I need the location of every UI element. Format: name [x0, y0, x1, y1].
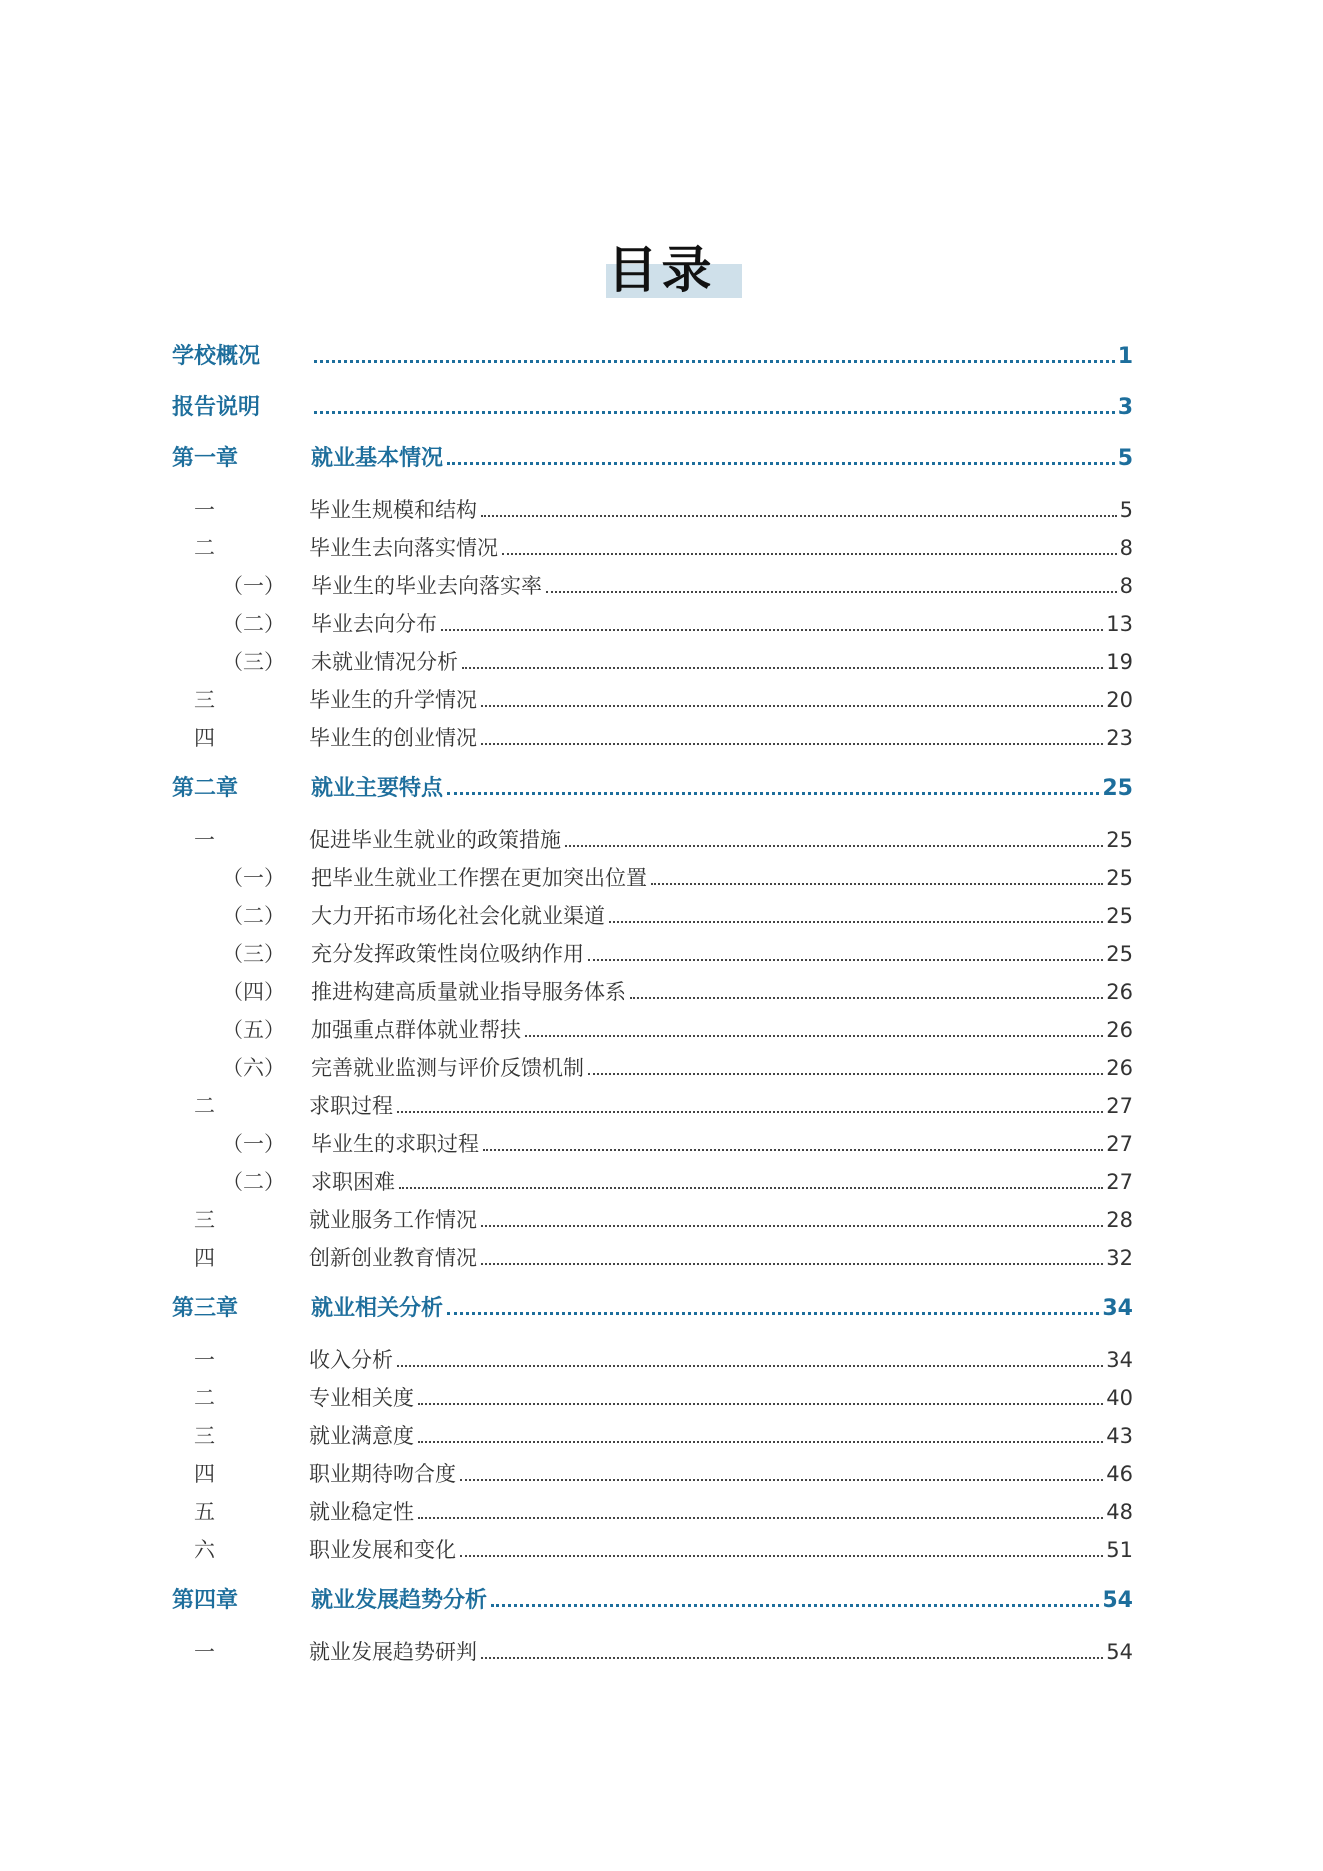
toc-leader-and-page — [523, 1013, 1133, 1047]
toc-leader-and-page — [586, 1051, 1133, 1085]
toc-entry-number: （六） — [222, 1056, 285, 1080]
toc-entry-number: 第二章 — [172, 776, 239, 801]
toc-entry[interactable] — [0, 569, 1323, 603]
toc-leader-and-page — [397, 1165, 1133, 1199]
toc-entry-number: （五） — [222, 1018, 285, 1042]
toc-entry[interactable] — [0, 1495, 1323, 1529]
toc-entry[interactable] — [0, 721, 1323, 755]
toc-entry[interactable] — [0, 1051, 1323, 1085]
toc-entry[interactable] — [0, 645, 1323, 679]
toc-entry-page: 1 — [1117, 344, 1133, 369]
toc-entry[interactable] — [0, 340, 1323, 374]
dot-leader — [418, 1516, 1103, 1519]
toc-entry-label: 毕业生的升学情况 — [309, 688, 477, 712]
toc-entry-page: 25 — [1106, 828, 1133, 852]
toc-entry-number: （三） — [222, 942, 285, 966]
toc-leader-and-page — [458, 1533, 1133, 1567]
dot-leader — [609, 920, 1103, 923]
toc-entry[interactable] — [0, 1635, 1323, 1669]
toc-leader-and-page — [479, 683, 1133, 717]
toc-entry[interactable] — [0, 1533, 1323, 1567]
toc-entry-number: （三） — [222, 650, 285, 674]
toc-entry[interactable] — [0, 1127, 1323, 1161]
toc-entry[interactable] — [0, 1203, 1323, 1237]
toc-entry-number: 一 — [194, 498, 215, 522]
toc-entry-page: 5 — [1117, 446, 1133, 471]
dot-leader — [462, 666, 1103, 669]
toc-entry-number: （四） — [222, 980, 285, 1004]
toc-entry-page: 19 — [1106, 650, 1133, 674]
toc-entry-label: 收入分析 — [309, 1348, 393, 1372]
toc-entry-label: 就业主要特点 — [311, 776, 444, 801]
toc-entry-page: 43 — [1106, 1424, 1133, 1448]
toc-entry-page: 40 — [1106, 1386, 1133, 1410]
toc-entry-page: 27 — [1106, 1170, 1133, 1194]
toc-entry-label: 学校概况 — [172, 344, 261, 369]
toc-leader-and-page — [479, 493, 1133, 527]
toc-entry-number: 三 — [194, 688, 215, 712]
toc-leader-and-page — [607, 899, 1133, 933]
toc-entry[interactable] — [0, 772, 1323, 806]
toc-entry-page: 20 — [1106, 688, 1133, 712]
toc-leader-and-page — [445, 1292, 1133, 1326]
toc-entry[interactable] — [0, 1419, 1323, 1453]
dot-leader — [397, 1110, 1103, 1113]
toc-entry-label: 职业发展和变化 — [309, 1538, 456, 1562]
dot-leader — [546, 590, 1117, 593]
toc-entry-page: 26 — [1106, 980, 1133, 1004]
dot-leader — [399, 1186, 1103, 1189]
toc-entry[interactable] — [0, 1013, 1323, 1047]
dot-leader — [651, 882, 1103, 885]
toc-entry-page: 8 — [1119, 574, 1133, 598]
toc-entry[interactable] — [0, 1165, 1323, 1199]
toc-leader-and-page — [479, 1635, 1133, 1669]
toc-entry-label: 大力开拓市场化社会化就业渠道 — [311, 904, 605, 928]
toc-entry-label: 充分发挥政策性岗位吸纳作用 — [311, 942, 584, 966]
toc-entry[interactable] — [0, 1584, 1323, 1618]
toc-leader-and-page — [628, 975, 1133, 1009]
toc-entry-page: 54 — [1102, 1588, 1133, 1613]
toc-entry[interactable] — [0, 899, 1323, 933]
toc-entry-page: 25 — [1106, 904, 1133, 928]
toc-entry-label: 毕业生的求职过程 — [311, 1132, 479, 1156]
toc-entry-number: 六 — [194, 1538, 215, 1562]
toc-entry-label: 创新创业教育情况 — [309, 1246, 477, 1270]
toc-entry-number: 四 — [194, 726, 215, 750]
toc-entry-number: （一） — [222, 1132, 285, 1156]
toc-leader-and-page — [563, 823, 1133, 857]
toc-leader-and-page — [649, 861, 1133, 895]
toc-entry-page: 23 — [1106, 726, 1133, 750]
toc-leader-and-page — [416, 1381, 1133, 1415]
dot-leader — [481, 742, 1103, 745]
dot-leader — [441, 628, 1103, 631]
toc-entry-page: 27 — [1106, 1094, 1133, 1118]
page-title: 目录 — [607, 241, 716, 299]
toc-entry-page: 48 — [1106, 1500, 1133, 1524]
toc-entry-page: 3 — [1117, 395, 1133, 420]
toc-entry-label: 毕业生规模和结构 — [309, 498, 477, 522]
toc-entry-label: 完善就业监测与评价反馈机制 — [311, 1056, 584, 1080]
dot-leader — [481, 1262, 1103, 1265]
dot-leader — [447, 461, 1115, 465]
toc-entry-label: 就业服务工作情况 — [309, 1208, 477, 1232]
toc-entry[interactable] — [0, 1457, 1323, 1491]
toc-leader-and-page — [416, 1419, 1133, 1453]
dot-leader — [447, 791, 1099, 795]
toc-leader-and-page — [458, 1457, 1133, 1491]
dot-leader — [481, 1224, 1103, 1227]
dot-leader — [481, 514, 1117, 517]
toc-entry-label: 就业发展趋势研判 — [309, 1640, 477, 1664]
toc-entry[interactable] — [0, 1381, 1323, 1415]
toc-entry[interactable] — [0, 531, 1323, 565]
toc-entry-page: 26 — [1106, 1056, 1133, 1080]
toc-entry-label: 专业相关度 — [309, 1386, 414, 1410]
toc-entry-page: 25 — [1106, 942, 1133, 966]
toc-entry[interactable] — [0, 937, 1323, 971]
toc-entry[interactable] — [0, 442, 1323, 476]
toc-entry-label: 职业期待吻合度 — [309, 1462, 456, 1486]
toc-leader-and-page — [312, 340, 1133, 374]
dot-leader — [502, 552, 1117, 555]
toc-entry-label: 促进毕业生就业的政策措施 — [309, 828, 561, 852]
dot-leader — [630, 996, 1103, 999]
toc-entry-number: （一） — [222, 574, 285, 598]
toc-entry-label: 就业基本情况 — [311, 446, 444, 471]
dot-leader — [481, 704, 1103, 707]
toc-entry-page: 5 — [1119, 498, 1133, 522]
toc-entry-page: 25 — [1102, 776, 1133, 801]
toc-entry-page: 34 — [1102, 1296, 1133, 1321]
toc-entry-label: 毕业生的毕业去向落实率 — [311, 574, 542, 598]
toc-entry[interactable] — [0, 823, 1323, 857]
toc-leader-and-page — [395, 1343, 1133, 1377]
dot-leader — [483, 1148, 1103, 1151]
toc-entry-label: 求职困难 — [311, 1170, 395, 1194]
toc-entry-page: 8 — [1119, 536, 1133, 560]
dot-leader — [588, 1072, 1103, 1075]
toc-entry-label: 就业发展趋势分析 — [311, 1588, 488, 1613]
dot-leader — [418, 1440, 1103, 1443]
toc-entry-number: （二） — [222, 904, 285, 928]
toc-leader-and-page — [460, 645, 1133, 679]
toc-entry[interactable] — [0, 391, 1323, 425]
toc-entry[interactable] — [0, 1292, 1323, 1326]
toc-entry-number: （二） — [222, 612, 285, 636]
toc-entry-page: 34 — [1106, 1348, 1133, 1372]
toc-entry-number: 四 — [194, 1246, 215, 1270]
toc-entry-label: 把毕业生就业工作摆在更加突出位置 — [311, 866, 647, 890]
toc-entry-page: 54 — [1106, 1640, 1133, 1664]
toc-leader-and-page — [479, 721, 1133, 755]
toc-entry-number: 三 — [194, 1208, 215, 1232]
toc-entry-page: 27 — [1106, 1132, 1133, 1156]
toc-entry-number: （二） — [222, 1170, 285, 1194]
dot-leader — [460, 1554, 1103, 1557]
toc-leader-and-page — [439, 607, 1133, 641]
toc-entry-number: 二 — [194, 1094, 215, 1118]
toc-entry-number: 一 — [194, 1348, 215, 1372]
toc-entry-label: 毕业生去向落实情况 — [309, 536, 498, 560]
toc-leader-and-page — [416, 1495, 1133, 1529]
toc-entry-number: 一 — [194, 828, 215, 852]
toc-entry[interactable] — [0, 975, 1323, 1009]
toc-entry[interactable] — [0, 1089, 1323, 1123]
toc-entry[interactable] — [0, 1343, 1323, 1377]
toc-entry[interactable] — [0, 607, 1323, 641]
dot-leader — [481, 1656, 1103, 1659]
toc-entry-number: 三 — [194, 1424, 215, 1448]
toc-leader-and-page — [481, 1127, 1133, 1161]
toc-leader-and-page — [489, 1584, 1133, 1618]
toc-entry-page: 25 — [1106, 866, 1133, 890]
toc-leader-and-page — [312, 391, 1133, 425]
dot-leader — [314, 410, 1115, 414]
toc-entry-label: 加强重点群体就业帮扶 — [311, 1018, 521, 1042]
toc-entry[interactable] — [0, 861, 1323, 895]
toc-entry-page: 51 — [1106, 1538, 1133, 1562]
toc-entry-number: 一 — [194, 1640, 215, 1664]
toc-entry[interactable] — [0, 493, 1323, 527]
toc-leader-and-page — [544, 569, 1133, 603]
dot-leader — [460, 1478, 1103, 1481]
toc-entry-number: 二 — [194, 536, 215, 560]
toc-entry-page: 28 — [1106, 1208, 1133, 1232]
toc-entry-label: 就业满意度 — [309, 1424, 414, 1448]
toc-leader-and-page — [586, 937, 1133, 971]
toc-entry-page: 32 — [1106, 1246, 1133, 1270]
toc-entry-label: 未就业情况分析 — [311, 650, 458, 674]
dot-leader — [588, 958, 1103, 961]
dot-leader — [314, 359, 1115, 363]
toc-entry-number: 第一章 — [172, 446, 239, 471]
toc-leader-and-page — [479, 1203, 1133, 1237]
toc-entry-label: 就业相关分析 — [311, 1296, 444, 1321]
toc-entry-label: 报告说明 — [172, 395, 261, 420]
toc-entry-label: 毕业生的创业情况 — [309, 726, 477, 750]
toc-entry-number: （一） — [222, 866, 285, 890]
toc-leader-and-page — [500, 531, 1133, 565]
toc-entry-label: 推进构建高质量就业指导服务体系 — [311, 980, 626, 1004]
toc-entry-page: 26 — [1106, 1018, 1133, 1042]
dot-leader — [491, 1603, 1099, 1607]
toc-leader-and-page — [479, 1241, 1133, 1275]
dot-leader — [525, 1034, 1103, 1037]
toc-leader-and-page — [445, 772, 1133, 806]
toc-entry-number: 第三章 — [172, 1296, 239, 1321]
toc-entry-number: 四 — [194, 1462, 215, 1486]
toc-entry-number: 第四章 — [172, 1588, 239, 1613]
toc-title-block — [0, 238, 1323, 308]
toc-leader-and-page — [395, 1089, 1133, 1123]
toc-entry-label: 就业稳定性 — [309, 1500, 414, 1524]
toc-entry-number: 二 — [194, 1386, 215, 1410]
toc-entry-page: 13 — [1106, 612, 1133, 636]
dot-leader — [418, 1402, 1103, 1405]
toc-entry-label: 毕业去向分布 — [311, 612, 437, 636]
toc-entry[interactable] — [0, 683, 1323, 717]
toc-leader-and-page — [445, 442, 1133, 476]
dot-leader — [565, 844, 1103, 847]
toc-entry-number: 五 — [194, 1500, 215, 1524]
toc-entry-label: 求职过程 — [309, 1094, 393, 1118]
toc-entry-page: 46 — [1106, 1462, 1133, 1486]
dot-leader — [397, 1364, 1103, 1367]
toc-entry[interactable] — [0, 1241, 1323, 1275]
dot-leader — [447, 1311, 1099, 1315]
